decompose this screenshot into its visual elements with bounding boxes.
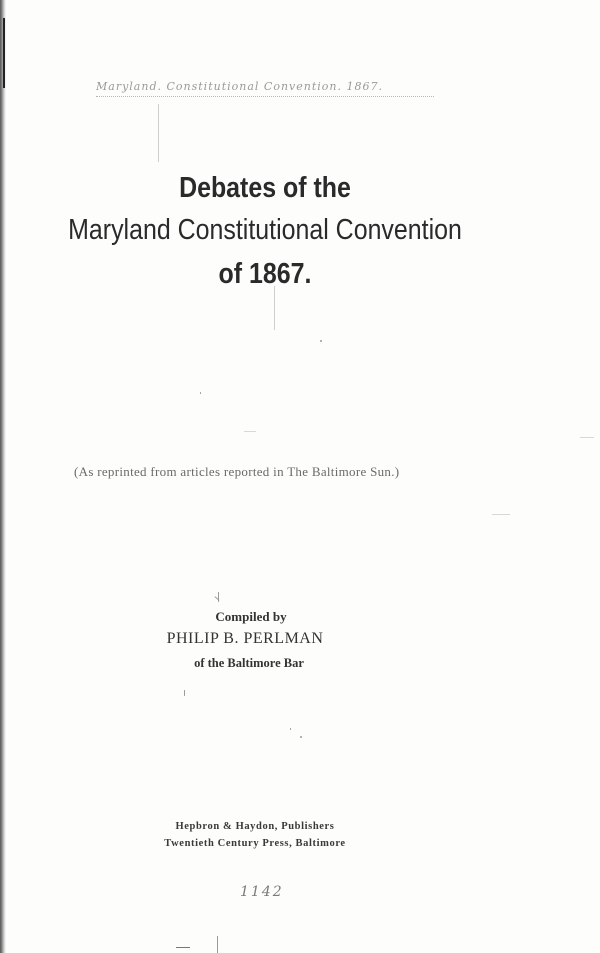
scan-mark: [244, 431, 256, 432]
compiler-affiliation: of the Baltimore Bar: [194, 656, 304, 670]
reprint-note: (As reprinted from articles reported in The Baltimore Sun.): [74, 464, 400, 479]
handwritten-catalog-note: Maryland. Constitutional Convention. 1867.: [96, 80, 383, 93]
scan-mark: [158, 104, 159, 162]
scan-speck: [200, 392, 201, 394]
title-line-3: of 1867.: [218, 258, 312, 290]
scan-speck: [320, 340, 322, 342]
press-line: Twentieth Century Press, Baltimore: [164, 838, 346, 849]
scan-mark: [176, 947, 190, 948]
scan-mark: [217, 936, 218, 953]
compiler-name: PHILIP B. PERLMAN: [166, 630, 324, 647]
compiled-by-label: Compiled by: [215, 609, 287, 624]
check-mark: [218, 592, 219, 602]
scan-speck: [184, 690, 185, 696]
title-line-1: Debates of the: [179, 172, 351, 204]
scan-speck: [300, 736, 302, 738]
binding-shadow: [3, 18, 5, 88]
binding-edge: [0, 0, 6, 953]
title-line-2: Maryland Constitutional Convention: [68, 214, 462, 246]
handwritten-note-underline: [96, 96, 434, 97]
scan-mark: [274, 286, 275, 330]
scan-mark: [492, 514, 510, 515]
scan-mark: [580, 437, 594, 438]
publisher-line: Hepbron & Haydon, Publishers: [175, 821, 335, 832]
pencil-call-number: 1142: [240, 884, 284, 900]
scan-speck: [290, 728, 291, 730]
